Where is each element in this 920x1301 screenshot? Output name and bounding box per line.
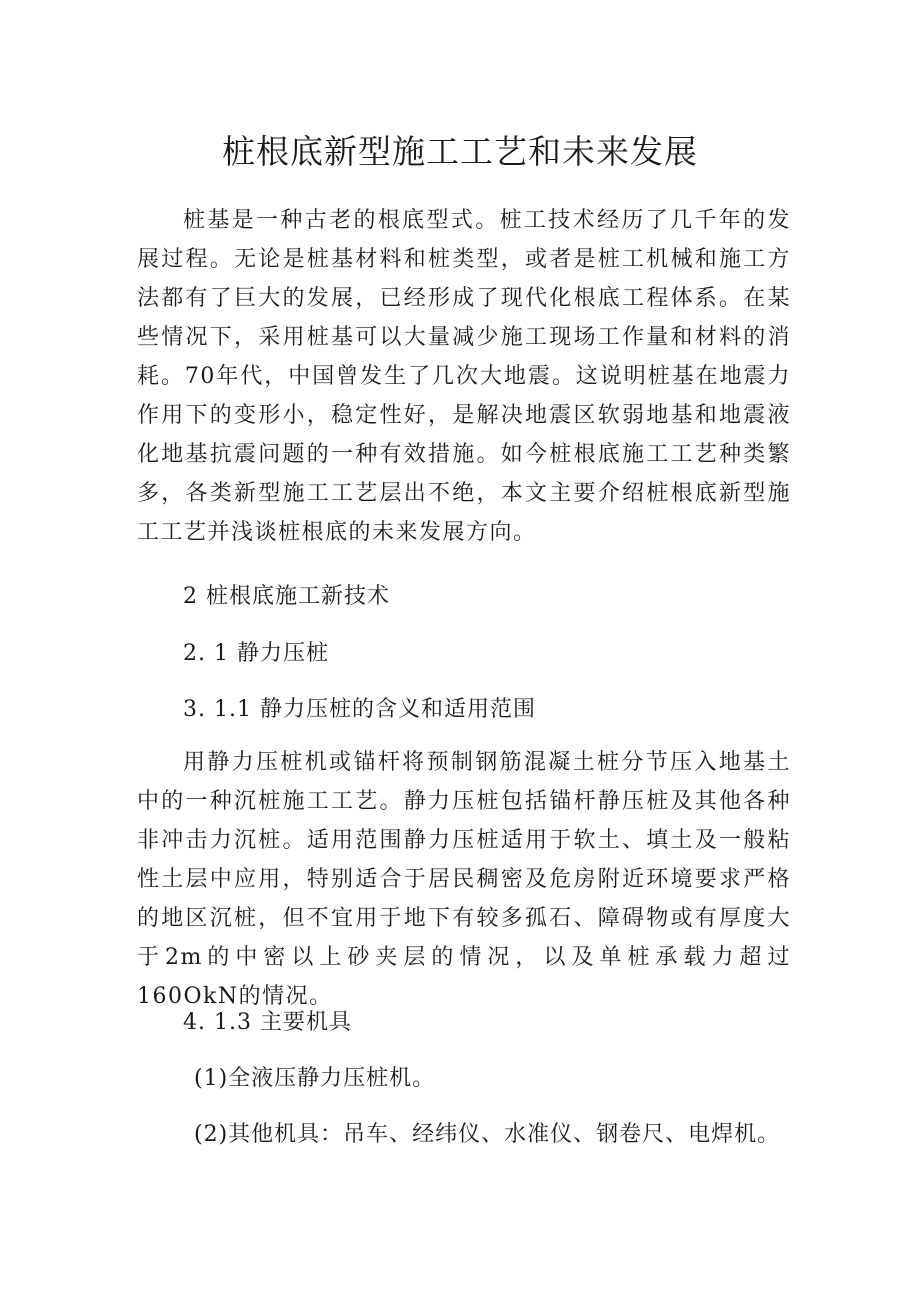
section-heading-3-1-1: 3. 1.1 静力压桩的含义和适用范围: [183, 697, 536, 722]
list-item-1: (1)全液压静力压桩机。: [194, 1066, 436, 1091]
body-paragraph-1-1: 用静力压桩机或锚杆将预制钢筋混凝土桩分节压入地基土中的一种沉桩施工工艺。静力压桩包括锚杆静压桩及其他各种非冲击力沉桩。适用范围静力压桩适用于软土、填土及一般粘性土层中应用，特别适合于居民稠密及危房附近环境要求严格的地区沉桩，但不宜用于地下有较多孤石、障碍物或有厚度大于2m的中密以上砂夹层的情况，以及单桩承载力超过160OkN的情况。: [137, 750, 791, 1009]
section-heading-2: 2 桩根底施工新技术: [183, 584, 390, 609]
section-heading-4-1-3: 4. 1.3 主要机具: [183, 1010, 352, 1035]
section-heading-2-1: 2. 1 静力压桩: [183, 641, 329, 666]
intro-paragraph: 桩基是一种古老的根底型式。桩工技术经历了几千年的发展过程。无论是桩基材料和桩类型，或者是桩工机械和施工方法都有了巨大的发展，已经形成了现代化根底工程体系。在某些情况下，采用桩基可以大量减少施工现场工作量和材料的消耗。70年代，中国曾发生了几次大地震。这说明桩基在地震力作用下的变形小，稳定性好，是解决地震区软弱地基和地震液化地基抗震问题的一种有效措施。如今桩根底施工工艺种类繁多，各类新型施工工艺层出不绝，本文主要介绍桩根底新型施工工艺并浅谈桩根底的未来发展方向。: [137, 208, 791, 545]
document-title: 桩根底新型施工工艺和未来发展: [222, 132, 698, 171]
list-item-2: (2)其他机具：吊车、经纬仪、水准仪、钢卷尺、电焊机。: [194, 1122, 781, 1147]
